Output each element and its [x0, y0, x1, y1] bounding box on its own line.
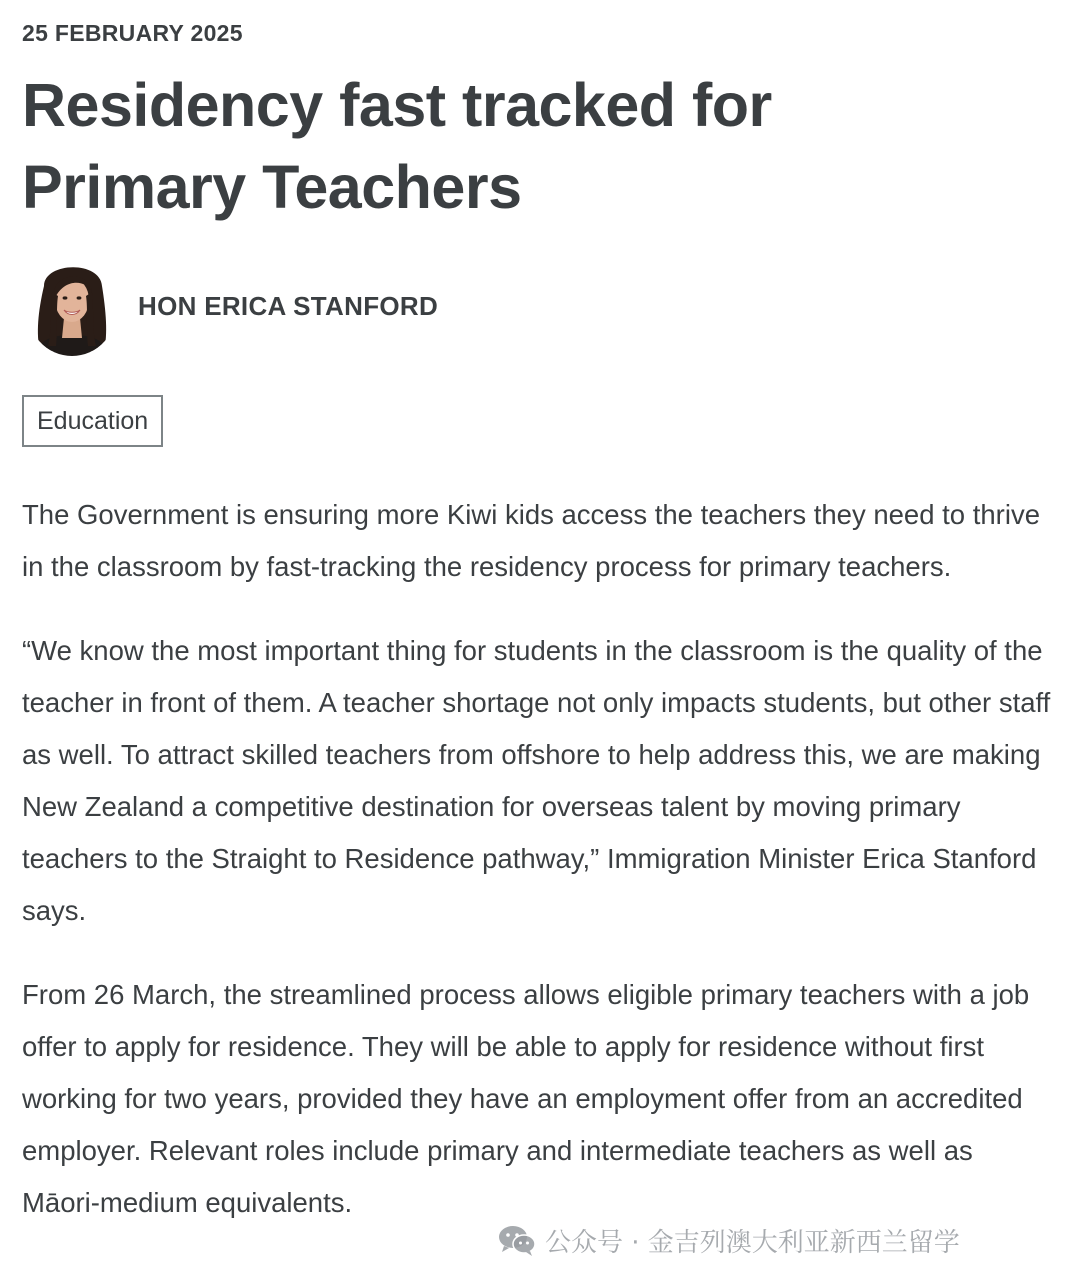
- wechat-icon: [497, 1223, 537, 1257]
- watermark: [497, 1218, 960, 1262]
- topic-tag[interactable]: Education: [22, 395, 163, 447]
- author-avatar: [26, 256, 118, 356]
- paragraph: “We know the most important thing for students in the classroom is the quality of the teacher in front of them. A teacher shortage not only impacts students, but other staff as well. To attract skilled teachers from offshore to help address this, we are making New Zealand a competitive destination for overseas talent by moving primary teachers to the Straight to Residence pathway,” Immigration Minister Erica Stanford says.: [22, 635, 1051, 926]
- paragraph: The Government is ensuring more Kiwi kids access the teachers they need to thrive in the classroom by fast-tracking the residency process for primary teachers.: [22, 499, 1040, 582]
- author-byline[interactable]: [26, 256, 438, 356]
- article-title: Residency fast tracked for Primary Teachers: [22, 71, 772, 221]
- watermark-text: 公众号 · 金吉列澳大利亚新西兰留学: [545, 1227, 960, 1258]
- article-body: [22, 489, 1052, 1261]
- paragraph: From 26 March, the streamlined process allows eligible primary teachers with a job offer to apply for residence. They will be able to apply for residence without first working for two years, provided they have an employment offer from an accredited employer. Relevant roles include primary and intermediate teachers as well as Māori-medium equivalents.: [22, 979, 1030, 1218]
- article-date: 25 FEBRUARY 2025: [22, 20, 243, 46]
- author-name[interactable]: HON ERICA STANFORD: [138, 290, 439, 321]
